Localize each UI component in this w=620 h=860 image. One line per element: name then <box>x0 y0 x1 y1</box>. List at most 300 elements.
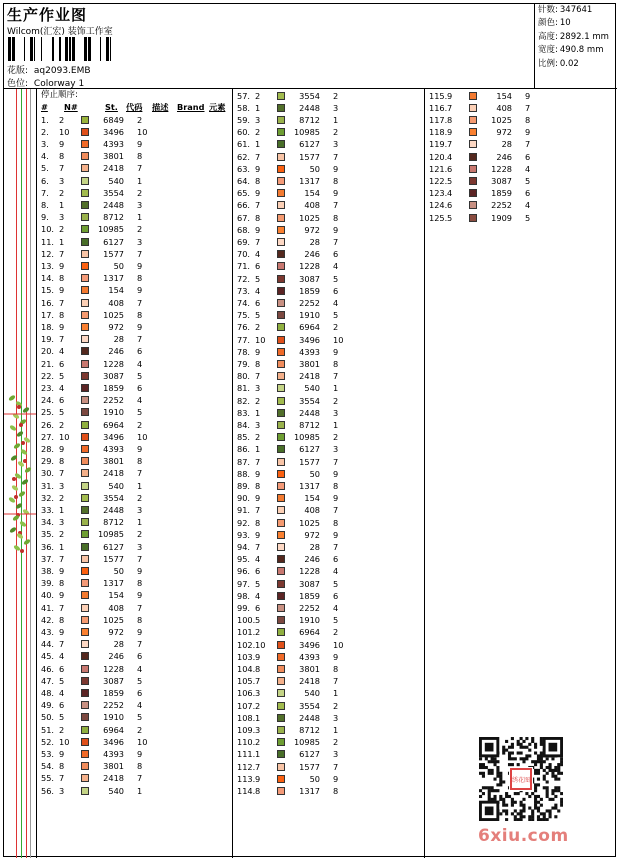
stop-number: 116. <box>429 102 448 113</box>
color-swatch <box>277 323 285 331</box>
needle-number: 9 <box>59 285 65 296</box>
stop-number: 94. <box>237 541 251 552</box>
color-swatch <box>81 604 89 612</box>
thread-code: 3087 <box>491 175 512 186</box>
needle-number: 7 <box>255 761 261 772</box>
needle-number: 1 <box>255 712 261 723</box>
stop-row <box>233 224 424 236</box>
pattern-label: 花版: <box>7 66 29 76</box>
needle-number: 2 <box>255 127 261 138</box>
needle-number: 10 <box>59 736 70 747</box>
element-count: 7 <box>333 456 339 467</box>
thread-code: 6964 <box>299 627 320 638</box>
thread-code: 1317 <box>299 175 320 186</box>
element-count: 6 <box>525 151 531 162</box>
stop-number: 22. <box>41 370 55 381</box>
thread-code: 1025 <box>103 614 124 625</box>
stop-number: 97. <box>237 578 251 589</box>
element-count: 1 <box>333 724 339 735</box>
stop-row <box>37 406 232 418</box>
color-swatch <box>81 396 89 404</box>
thread-code: 154 <box>108 590 124 601</box>
stop-number: 60. <box>237 127 251 138</box>
element-count: 10 <box>333 639 344 650</box>
stop-number: 37. <box>41 553 55 564</box>
stop-row <box>233 724 424 736</box>
needle-number: 9 <box>59 590 65 601</box>
element-count: 9 <box>137 321 143 332</box>
stop-number: 91. <box>237 505 251 516</box>
element-count: 2 <box>333 627 339 638</box>
color-swatch <box>81 408 89 416</box>
color-swatch <box>277 580 285 588</box>
element-count: 3 <box>137 199 143 210</box>
needle-number: 6 <box>447 163 453 174</box>
thread-code: 540 <box>304 688 320 699</box>
thread-code: 6127 <box>299 444 320 455</box>
needle-number: 6 <box>59 358 65 369</box>
stop-row <box>37 150 232 162</box>
color-swatch <box>81 299 89 307</box>
element-count: 7 <box>137 297 143 308</box>
stop-number: 58. <box>237 102 251 113</box>
stop-number: 79. <box>237 358 251 369</box>
element-count: 9 <box>333 163 339 174</box>
needle-number: 2 <box>59 419 65 430</box>
stop-row <box>37 663 232 675</box>
thread-code: 2252 <box>103 395 124 406</box>
thread-code: 3801 <box>299 358 320 369</box>
color-swatch <box>81 689 89 697</box>
element-count: 4 <box>137 395 143 406</box>
stop-row <box>233 529 424 541</box>
needle-number: 10 <box>59 431 70 442</box>
stop-row <box>425 163 617 175</box>
color-swatch <box>277 702 285 710</box>
thread-code: 4393 <box>103 443 124 454</box>
thread-code: 1910 <box>103 407 124 418</box>
color-swatch <box>81 555 89 563</box>
color-swatch <box>81 347 89 355</box>
needle-number: 2 <box>255 737 261 748</box>
color-swatch <box>81 567 89 575</box>
color-swatch <box>277 494 285 502</box>
stop-row <box>233 578 424 590</box>
element-count: 9 <box>333 468 339 479</box>
stop-number: 74. <box>237 297 251 308</box>
stop-number: 105. <box>237 676 256 687</box>
stop-number: 26. <box>41 419 55 430</box>
element-count: 7 <box>137 602 143 613</box>
stop-row <box>37 724 232 736</box>
stop-number: 42. <box>41 614 55 625</box>
stop-number: 99. <box>237 602 251 613</box>
thread-code: 1577 <box>299 761 320 772</box>
color-swatch <box>469 104 477 112</box>
element-count: 10 <box>137 126 148 137</box>
thread-code: 1025 <box>299 517 320 528</box>
stop-number: 61. <box>237 139 251 150</box>
element-count: 6 <box>525 188 531 199</box>
element-count: 6 <box>333 590 339 601</box>
color-swatch <box>81 518 89 526</box>
element-count: 8 <box>333 785 339 796</box>
stop-row <box>37 297 232 309</box>
thread-code: 1025 <box>491 114 512 125</box>
element-count: 7 <box>137 334 143 345</box>
needle-number: 4 <box>447 188 453 199</box>
design-preview <box>4 89 37 858</box>
spec-value: 10 <box>559 18 571 29</box>
needle-number: 1 <box>255 139 261 150</box>
element-count: 9 <box>333 773 339 784</box>
thread-code: 2252 <box>299 297 320 308</box>
needle-number: 7 <box>59 773 65 784</box>
element-count: 9 <box>137 443 143 454</box>
stop-row <box>233 334 424 346</box>
color-swatch <box>277 262 285 270</box>
needle-number: 7 <box>59 334 65 345</box>
element-count: 7 <box>137 163 143 174</box>
thread-code: 2418 <box>103 773 124 784</box>
needle-number: 7 <box>59 163 65 174</box>
needle-number: 3 <box>255 688 261 699</box>
needle-number: 1 <box>255 749 261 760</box>
stop-row <box>37 528 232 540</box>
needle-number: 5 <box>447 175 453 186</box>
thread-code: 2448 <box>299 102 320 113</box>
thread-code: 1577 <box>299 456 320 467</box>
needle-number: 3 <box>255 724 261 735</box>
stop-row <box>233 541 424 553</box>
stop-number: 101. <box>237 627 256 638</box>
needle-number: 9 <box>255 346 261 357</box>
stop-number: 36. <box>41 541 55 552</box>
color-swatch <box>81 530 89 538</box>
stop-row <box>37 699 232 711</box>
element-count: 2 <box>333 737 339 748</box>
thread-code: 6127 <box>103 541 124 552</box>
stop-row <box>233 358 424 370</box>
needle-number: 6 <box>59 700 65 711</box>
color-swatch <box>469 116 477 124</box>
spec-label: 比例: <box>538 58 558 69</box>
color-swatch <box>277 238 285 246</box>
stop-number: 27. <box>41 431 55 442</box>
stop-number: 73. <box>237 285 251 296</box>
stop-number: 8. <box>41 199 49 210</box>
color-swatch <box>277 555 285 563</box>
stop-number: 31. <box>41 480 55 491</box>
element-count: 10 <box>137 736 148 747</box>
needle-number: 10 <box>255 639 266 650</box>
needle-number: 3 <box>59 785 65 796</box>
stop-number: 121. <box>429 163 448 174</box>
stop-number: 113. <box>237 773 256 784</box>
element-count: 1 <box>333 688 339 699</box>
stop-row <box>233 480 424 492</box>
element-count: 4 <box>137 358 143 369</box>
element-count: 8 <box>333 175 339 186</box>
element-count: 8 <box>333 358 339 369</box>
thread-code: 540 <box>108 480 124 491</box>
thread-code: 50 <box>113 565 124 576</box>
element-count: 3 <box>333 139 339 150</box>
stop-number: 23. <box>41 382 55 393</box>
color-swatch <box>81 469 89 477</box>
thread-code: 246 <box>304 249 320 260</box>
element-count: 7 <box>333 761 339 772</box>
element-count: 10 <box>137 431 148 442</box>
thread-code: 3496 <box>103 431 124 442</box>
thread-code: 1577 <box>299 151 320 162</box>
thread-code: 3554 <box>103 187 124 198</box>
stop-row <box>37 284 232 296</box>
color-swatch <box>277 177 285 185</box>
thread-code: 3801 <box>103 761 124 772</box>
color-swatch <box>277 372 285 380</box>
stop-number: 59. <box>237 114 251 125</box>
stop-row <box>37 577 232 589</box>
needle-number: 1 <box>59 236 65 247</box>
stop-number: 119. <box>429 139 448 150</box>
needle-number: 5 <box>59 675 65 686</box>
thread-code: 3087 <box>103 370 124 381</box>
stop-number: 75. <box>237 310 251 321</box>
stop-number: 17. <box>41 309 55 320</box>
stop-number: 52. <box>41 736 55 747</box>
thread-code: 3496 <box>103 126 124 137</box>
thread-code: 3801 <box>299 663 320 674</box>
stop-number: 104. <box>237 663 256 674</box>
stop-number: 110. <box>237 737 256 748</box>
color-swatch <box>277 775 285 783</box>
element-count: 6 <box>333 554 339 565</box>
pattern-file-line <box>7 63 91 76</box>
stop-number: 55. <box>41 773 55 784</box>
element-count: 8 <box>525 114 531 125</box>
stop-row <box>233 199 424 211</box>
color-swatch <box>277 689 285 697</box>
stop-row <box>233 138 424 150</box>
spec-label: 颜色: <box>538 18 558 29</box>
pattern-file-name: aq2093.EMB <box>33 66 91 76</box>
color-swatch <box>81 616 89 624</box>
color-swatch <box>277 567 285 575</box>
needle-number: 4 <box>59 687 65 698</box>
stop-row <box>233 370 424 382</box>
stop-number: 9. <box>41 212 49 223</box>
element-count: 2 <box>137 419 143 430</box>
thread-code: 8712 <box>299 724 320 735</box>
needle-number: 1 <box>59 199 65 210</box>
element-count: 3 <box>137 541 143 552</box>
stop-number: 48. <box>41 687 55 698</box>
color-swatch <box>469 140 477 148</box>
needle-number: 8 <box>59 761 65 772</box>
color-swatch <box>81 164 89 172</box>
needle-number: 8 <box>59 151 65 162</box>
stop-row <box>233 663 424 675</box>
stop-row <box>233 407 424 419</box>
stop-number: 28. <box>41 443 55 454</box>
element-count: 7 <box>137 468 143 479</box>
element-count: 8 <box>137 273 143 284</box>
stop-row <box>37 333 232 345</box>
company-name: Wilcom(汇宏) 装饰工作室 <box>7 27 113 37</box>
stop-row <box>233 126 424 138</box>
needle-number: 2 <box>255 322 261 333</box>
stop-row <box>37 455 232 467</box>
thread-code: 1025 <box>299 212 320 223</box>
color-swatch <box>277 287 285 295</box>
needle-number: 9 <box>59 565 65 576</box>
stop-row <box>233 517 424 529</box>
stop-row <box>37 748 232 760</box>
needle-number: 10 <box>255 334 266 345</box>
color-swatch <box>277 604 285 612</box>
color-swatch <box>81 140 89 148</box>
stop-number: 10. <box>41 224 55 235</box>
color-swatch <box>81 323 89 331</box>
thread-code: 1859 <box>491 188 512 199</box>
stop-row <box>233 748 424 760</box>
color-swatch <box>81 274 89 282</box>
needle-number: 8 <box>59 456 65 467</box>
stop-row <box>37 199 232 211</box>
color-swatch <box>81 713 89 721</box>
needle-number: 3 <box>59 212 65 223</box>
thread-code: 1317 <box>103 273 124 284</box>
barcode-icon <box>8 37 118 61</box>
stop-row <box>37 553 232 565</box>
stop-row <box>233 565 424 577</box>
stop-number: 30. <box>41 468 55 479</box>
needle-number: 8 <box>255 785 261 796</box>
thread-code: 3087 <box>103 675 124 686</box>
stop-row <box>37 504 232 516</box>
element-count: 9 <box>333 346 339 357</box>
stop-number: 109. <box>237 724 256 735</box>
color-swatch <box>81 286 89 294</box>
needle-number: 9 <box>255 224 261 235</box>
needle-number: 2 <box>255 700 261 711</box>
element-count: 10 <box>333 334 344 345</box>
color-swatch <box>81 335 89 343</box>
element-count: 5 <box>333 578 339 589</box>
element-count: 3 <box>333 407 339 418</box>
needle-number: 9 <box>59 748 65 759</box>
needle-number: 5 <box>255 615 261 626</box>
needle-number: 7 <box>255 541 261 552</box>
needle-number: 4 <box>59 346 65 357</box>
thread-code: 1859 <box>299 285 320 296</box>
color-swatch <box>277 360 285 368</box>
thread-code: 28 <box>309 236 320 247</box>
spec-value: 347641 <box>559 5 593 15</box>
thread-code: 10985 <box>97 224 124 235</box>
color-swatch <box>81 628 89 636</box>
thread-code: 972 <box>304 224 320 235</box>
stop-row <box>37 309 232 321</box>
needle-number: 5 <box>59 712 65 723</box>
needle-number: 9 <box>255 188 261 199</box>
element-count: 2 <box>137 492 143 503</box>
stop-number: 57. <box>237 90 251 101</box>
stop-row <box>233 553 424 565</box>
element-count: 7 <box>333 371 339 382</box>
element-header: 元素 <box>209 102 226 112</box>
needle-number: 8 <box>59 578 65 589</box>
stop-number: 35. <box>41 529 55 540</box>
thread-code: 3554 <box>103 492 124 503</box>
qr-code-icon <box>479 737 563 821</box>
thread-code: 10985 <box>97 529 124 540</box>
element-count: 5 <box>137 675 143 686</box>
element-count: 8 <box>333 663 339 674</box>
color-swatch <box>277 445 285 453</box>
needle-number: 4 <box>59 382 65 393</box>
stop-number: 4. <box>41 151 49 162</box>
watermark: 6xiu.com <box>478 826 569 846</box>
stop-row <box>37 675 232 687</box>
stop-number: 93. <box>237 529 251 540</box>
thread-code: 8712 <box>299 419 320 430</box>
element-count: 9 <box>333 529 339 540</box>
needle-number: 7 <box>255 151 261 162</box>
color-swatch <box>81 372 89 380</box>
spec-value: 0.02 <box>559 58 579 69</box>
color-swatch <box>277 153 285 161</box>
stop-number: 71. <box>237 261 251 272</box>
stop-number: 111. <box>237 749 256 760</box>
stop-row <box>233 90 424 102</box>
needle-number: 9 <box>59 260 65 271</box>
needle-number: 9 <box>59 626 65 637</box>
stop-number: 7. <box>41 187 49 198</box>
needle-header: N# <box>64 102 78 112</box>
stop-number: 77. <box>237 334 251 345</box>
element-count: 7 <box>333 151 339 162</box>
stop-row <box>37 211 232 223</box>
color-swatch <box>469 153 477 161</box>
element-count: 5 <box>525 175 531 186</box>
needle-number: 9 <box>255 468 261 479</box>
stop-number: 81. <box>237 383 251 394</box>
stop-row <box>425 175 617 187</box>
stop-number: 49. <box>41 700 55 711</box>
stop-row <box>37 687 232 699</box>
needle-number: 7 <box>255 236 261 247</box>
color-swatch <box>81 457 89 465</box>
stop-row <box>37 175 232 187</box>
needle-number: 9 <box>59 321 65 332</box>
thread-code: 4393 <box>299 651 320 662</box>
thread-code: 1025 <box>103 309 124 320</box>
thread-code: 8712 <box>299 114 320 125</box>
color-swatch <box>81 177 89 185</box>
needle-number: 7 <box>59 553 65 564</box>
stop-number: 92. <box>237 517 251 528</box>
stop-row <box>425 102 617 114</box>
element-count: 2 <box>137 114 143 125</box>
thread-code: 540 <box>304 383 320 394</box>
color-swatch <box>81 738 89 746</box>
element-count: 7 <box>525 139 531 150</box>
stop-row <box>233 285 424 297</box>
spec-value: 490.8 mm <box>559 45 604 56</box>
stop-number: 80. <box>237 371 251 382</box>
